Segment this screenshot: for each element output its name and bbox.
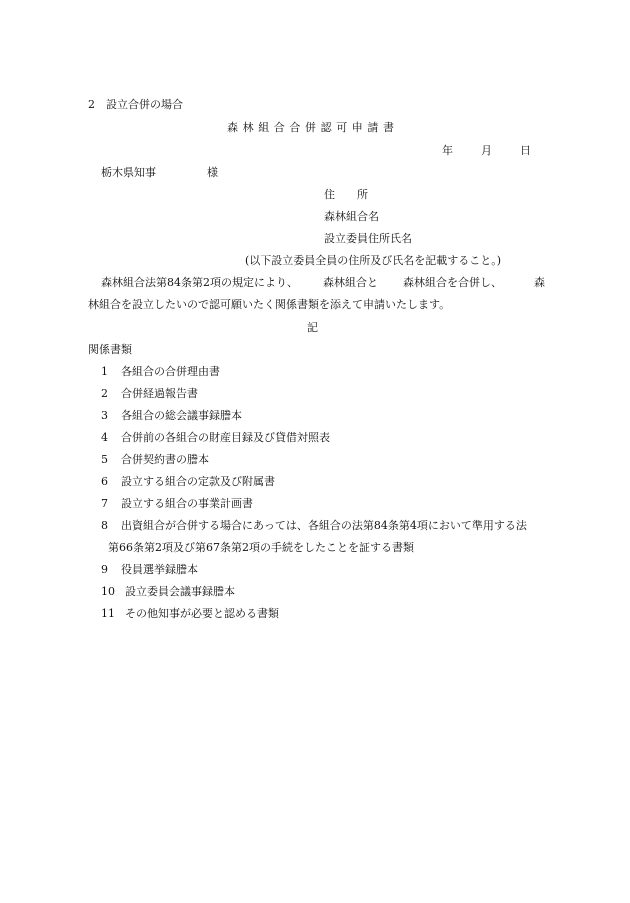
list-item <box>101 607 279 621</box>
list-item <box>101 497 253 511</box>
body-line-1 <box>101 276 502 290</box>
item-number: 3 <box>101 409 108 422</box>
item-number: 4 <box>101 431 108 444</box>
body-line-1-part-a: 森林組合法第84条第2項の規定により、 <box>101 276 298 289</box>
item-number: 11 <box>101 607 115 620</box>
item-text: 合併経過報告書 <box>121 387 198 400</box>
committee-note: (以下設立委員全員の住所及び氏名を記載すること。) <box>245 254 502 267</box>
list-item <box>101 453 209 467</box>
list-item <box>101 431 330 445</box>
item-number: 5 <box>101 453 108 466</box>
section-heading: 2 設立合併の場合 <box>88 98 183 111</box>
item-number: 6 <box>101 475 108 488</box>
related-documents-heading: 関係書類 <box>88 343 132 356</box>
date-line <box>442 144 531 158</box>
year-label: 年 <box>442 144 453 157</box>
item-text: 各組合の総会議事録謄本 <box>121 409 242 422</box>
item-text: 設立する組合の事業計画書 <box>121 497 253 510</box>
body-line-1-part-c: 森林組合を合併し、 <box>403 276 502 289</box>
list-item <box>101 365 220 379</box>
list-item <box>101 585 235 599</box>
day-label: 日 <box>520 144 531 157</box>
addressee-honorific: 様 <box>207 166 218 179</box>
item-number: 8 <box>101 519 108 532</box>
item-number: 9 <box>101 563 108 576</box>
item-text: 各組合の合併理由書 <box>121 365 220 378</box>
item-text: 設立委員会議事録謄本 <box>125 585 235 598</box>
item-text: その他知事が必要と認める書類 <box>125 607 279 620</box>
item-number: 2 <box>101 387 108 400</box>
month-label: 月 <box>481 144 492 157</box>
item-text: 合併前の各組合の財産目録及び貸借対照表 <box>121 431 330 444</box>
body-line-1-part-b: 森林組合と <box>323 276 378 289</box>
item-number: 7 <box>101 497 108 510</box>
org-name-label: 森林組合名 <box>324 210 379 223</box>
item-text: 第66条第2項及び第67条第2項の手続をしたことを証する書類 <box>108 541 414 554</box>
addressee-governor: 栃木県知事 <box>101 166 156 179</box>
list-item <box>101 563 198 577</box>
list-item-continuation <box>108 541 414 555</box>
item-text: 設立する組合の定款及び附属書 <box>121 475 275 488</box>
document-title: 森林組合合併認可申請書 <box>227 121 399 134</box>
item-number: 10 <box>101 585 115 598</box>
item-text: 役員選挙録謄本 <box>121 563 198 576</box>
address-label: 住 所 <box>324 188 368 201</box>
list-item <box>101 475 275 489</box>
item-number: 1 <box>101 365 108 378</box>
item-text: 出資組合が合併する場合にあっては、各組合の法第84条第4項において準用する法 <box>121 519 527 532</box>
item-text: 合併契約書の謄本 <box>121 453 209 466</box>
list-item <box>101 387 198 401</box>
representative-label: 設立委員住所氏名 <box>324 232 412 245</box>
list-item <box>101 409 242 423</box>
list-item <box>101 519 527 533</box>
body-line-1-part-d: 森 <box>534 276 545 289</box>
body-line-2: 林組合を設立したいので認可願いたく関係書類を添えて申請いたします。 <box>88 298 451 311</box>
ki-label: 記 <box>307 321 318 334</box>
